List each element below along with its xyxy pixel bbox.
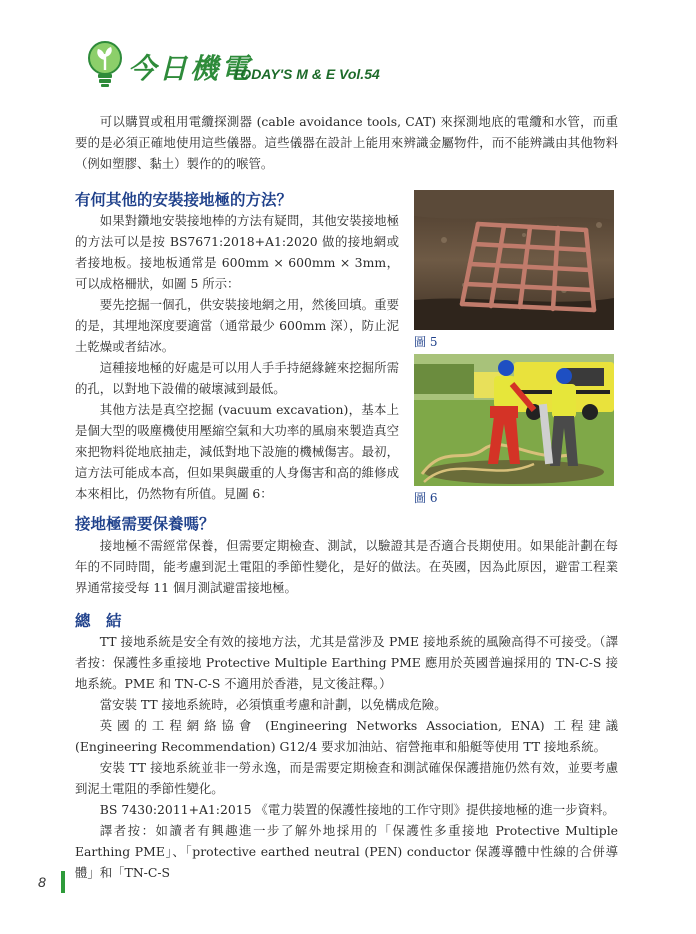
section3-paragraph-2: 當安裝 TT 接地系統時，必須慎重考慮和計劃，以免構成危險。 <box>99 697 447 712</box>
figure-5-caption: 圖 5 <box>414 335 438 349</box>
magazine-subtitle <box>232 66 380 82</box>
magazine-title: 今日機電 <box>128 52 253 85</box>
volume-number: Vol.54 <box>339 66 380 82</box>
figure-6-caption: 圖 6 <box>414 491 438 505</box>
section1-paragraph-4: 其他方法是真空挖掘 (vacuum excavation)，基本上是個大型的吸塵機使用壓縮空氣和大功率的風扇來製造真空來把物料從地底抽走，減低對地下設施的機械傷害。最初，這方法可能成本高，但如果與嚴重的人身傷害和高的維修成本來相比，仍然物有所值。見圖 6： <box>75 402 399 501</box>
section3-paragraph-4: 安裝 TT 接地系統並非一勞永逸，而是需要定期檢查和測試確保保護措施仍然有效，並要考慮到泥土電阻的季節性變化。 <box>75 760 618 796</box>
section1-paragraph-2: 要先挖掘一個孔，供安裝接地網之用，然後回填。重要的是，其埋地深度要適當（通常最少 600mm 深），防止泥土乾燥或者結冰。 <box>75 297 399 354</box>
section3-paragraph-3: 英國的工程網絡協會 (Engineering Networks Association, ENA) 工程建議 (Engineering Recommendation) G12/4 要求加油站、宿營拖車和船艇等使用 TT 接地系統。 <box>75 718 618 754</box>
figure-5-earth-grid-photo <box>414 190 614 330</box>
section-heading-installation-methods: 有何其他的安裝接地極的方法？ <box>75 191 293 209</box>
section-heading-conclusion: 總 結 <box>75 612 122 630</box>
figure-6-vacuum-excavation-photo <box>414 354 614 486</box>
section-heading-maintenance: 接地極需要保養嗎？ <box>75 515 215 533</box>
section1-paragraph-3: 這種接地極的好處是可以用人手手持絕緣鏟來挖掘所需的孔，以對地下設備的破壞減到最低。 <box>75 360 399 396</box>
section2-paragraph: 接地極不需經常保養，但需要定期檢查、測試，以驗證其是否適合長期使用。如果能計劃在每年的不同時間，能考慮到泥土電阻的季節性變化，是好的做法。在英國，因為此原因，避雷工程業界通常接受每 11 個月測試避雷接地極。 <box>75 538 618 595</box>
intro-paragraph: 可以購買或租用電纜探測器 (cable avoidance tools, CAT) 來探測地底的電纜和水管，而重要的是必須正確地使用這些儀器。這些儀器在設計上能用來辨識金屬物件，而不能辨識由其他物料（例如塑膠、黏土）製作的的喉管。 <box>75 114 618 171</box>
page-header <box>0 0 696 100</box>
lightbulb-logo-icon <box>86 40 124 90</box>
section1-paragraph-1: 如果對鑽地安裝接地棒的方法有疑問，其他安裝接地極的方法可以是按 BS7671:2018+A1:2020 做的接地網或者接地板。接地板通常是 600mm × 600mm × 3mm，可以成格柵狀，如圖 5 所示： <box>75 213 399 291</box>
section3-paragraph-6: 譯者按：如讀者有興趣進一步了解外地採用的「保護性多重接地 Protective Multiple Earthing PME」、「protective earthed neutral (PEN) conductor 保護導體中性線的合併導體」和「TN-C-S <box>75 823 618 880</box>
page-number-bar <box>61 871 65 893</box>
magazine-subtitle-text: TODAY'S M & E <box>232 66 336 82</box>
section3-paragraph-1: TT 接地系統是安全有效的接地方法，尤其是當涉及 PME 接地系統的風險高得不可接受。（譯者按：保護性多重接地 Protective Multiple Earthing PME 應用於英國普遍採用的 TN-C-S 接地系統。PME 和 TN-C-S 不適用於香港，見文後註釋。） <box>75 634 618 691</box>
page-number: 8 <box>38 874 46 890</box>
section3-paragraph-5: BS 7430:2011+A1:2015 《電力裝置的保護性接地的工作守則》提供接地極的進一步資料。 <box>99 802 615 817</box>
